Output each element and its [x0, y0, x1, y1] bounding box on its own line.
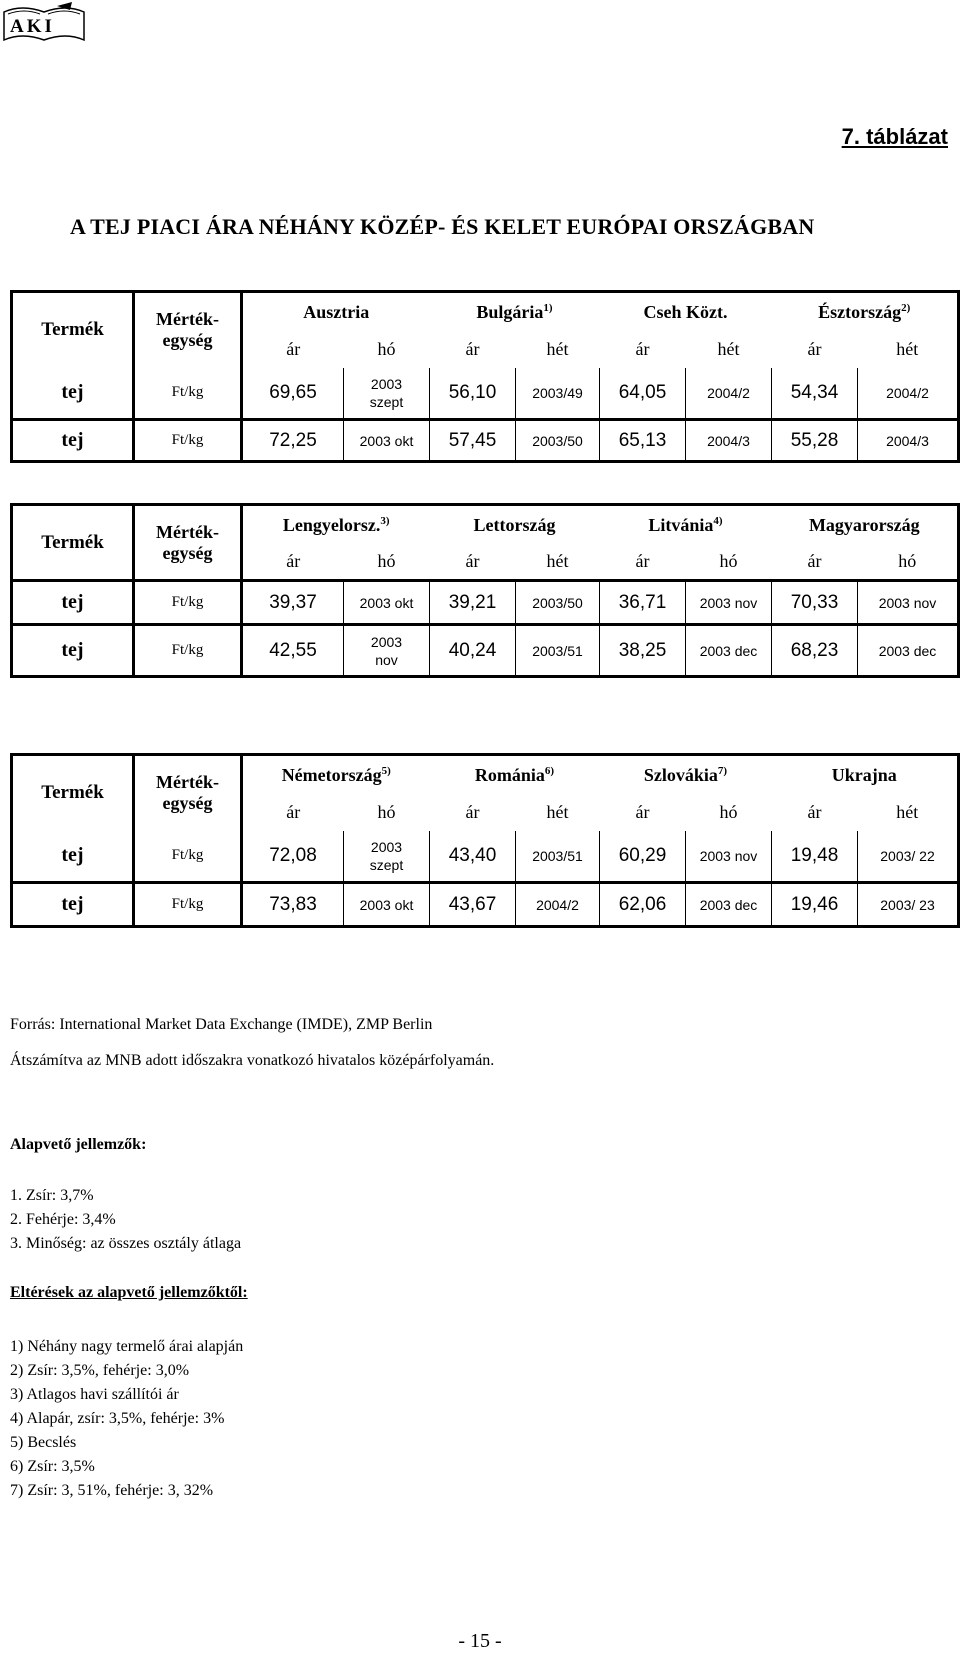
list-item: 5) Becslés — [10, 1434, 77, 1451]
page-title: A TEJ PIACI ÁRA NÉHÁNY KÖZÉP- ÉS KELET EURÓPAI ORSZÁGBAN — [70, 214, 815, 239]
subheader-cell: ár — [807, 802, 822, 822]
price-cell: 40,24 — [430, 625, 516, 677]
subheader-cell: hét — [546, 802, 569, 822]
period-cell: 2003 dec — [686, 883, 772, 927]
period-cell: 2003/50 — [516, 581, 600, 625]
footnote-ref: 3) — [380, 514, 390, 527]
basic-characteristics-title: Alapvető jellemzők: — [10, 1136, 147, 1153]
country-header — [772, 292, 959, 332]
period-cell: 2003 dec — [858, 625, 959, 677]
table-row — [12, 883, 959, 927]
period-cell: 2003 nov — [858, 581, 959, 625]
subheader-cell: hét — [546, 551, 569, 572]
table-row — [12, 420, 959, 462]
country-name: Magyarország — [808, 514, 920, 535]
country-header — [242, 292, 430, 332]
price-cell: 73,83 — [242, 883, 344, 927]
list-item: 2. Fehérje: 3,4% — [10, 1211, 116, 1228]
list-item: 1. Zsír: 3,7% — [10, 1187, 94, 1204]
period-cell: 2003 okt — [344, 883, 430, 927]
subheader-cell: ár — [807, 339, 822, 359]
period-cell: 2003/51 — [516, 625, 600, 677]
country-name: Németország — [281, 764, 382, 785]
period-line1: 2003 — [370, 838, 403, 855]
table-row — [12, 625, 959, 677]
unit-header — [134, 755, 242, 831]
unit-header — [134, 292, 242, 368]
period-cell: 2003/ 23 — [858, 883, 959, 927]
footnote-ref: 1) — [543, 301, 553, 314]
price-cell: 39,21 — [430, 581, 516, 625]
footnote-ref: 2) — [901, 301, 911, 314]
period-cell — [344, 368, 430, 420]
list-item: 3) Atlagos havi szállítói ár — [10, 1386, 179, 1403]
price-cell: 19,46 — [772, 883, 858, 927]
country-name: Észtország — [818, 301, 902, 322]
period-line2: szept — [369, 393, 404, 410]
product-cell: tej — [12, 420, 134, 462]
period-cell — [344, 831, 430, 883]
country-name: Szlovákia — [643, 764, 718, 785]
period-line2: nov — [375, 651, 398, 668]
unit-header-line1: Mérték- — [156, 309, 219, 330]
subheader-cell: ár — [465, 339, 480, 359]
country-header — [430, 505, 600, 545]
unit-header — [134, 505, 242, 581]
product-cell: tej — [12, 581, 134, 625]
period-line1: 2003 — [370, 633, 403, 650]
period-cell: 2004/2 — [516, 883, 600, 927]
country-header — [430, 755, 600, 795]
price-cell: 72,08 — [242, 831, 344, 883]
period-cell: 2003 okt — [344, 581, 430, 625]
period-cell: 2003 nov — [686, 581, 772, 625]
country-header — [242, 755, 430, 795]
unit-header-line2: egység — [162, 542, 213, 563]
price-cell: 57,45 — [430, 420, 516, 462]
subheader-cell: ár — [635, 339, 650, 359]
unit-cell: Ft/kg — [134, 831, 242, 883]
footnote-ref: 7) — [717, 764, 728, 777]
unit-header-line2: egység — [162, 330, 213, 351]
price-cell: 69,65 — [242, 368, 344, 420]
price-cell: 70,33 — [772, 581, 858, 625]
price-cell: 54,34 — [772, 368, 858, 420]
table-row — [12, 368, 959, 420]
price-cell: 36,71 — [600, 581, 686, 625]
price-cell: 68,23 — [772, 625, 858, 677]
country-header — [242, 505, 430, 545]
period-cell: 2004/2 — [686, 368, 772, 420]
country-name: Ausztria — [303, 301, 370, 322]
country-header — [600, 505, 772, 545]
list-item: 3. Minőség: az összes osztály átlaga — [10, 1235, 242, 1252]
subheader-cell: ár — [807, 551, 822, 572]
price-table-2 — [10, 503, 960, 678]
period-cell: 2003/51 — [516, 831, 600, 883]
price-table-3 — [10, 753, 960, 928]
period-cell: 2003 okt — [344, 420, 430, 462]
subheader-cell: hó — [377, 551, 396, 572]
price-cell: 72,25 — [242, 420, 344, 462]
country-header — [600, 292, 772, 332]
subheader-cell: hó — [377, 339, 396, 359]
period-cell: 2004/3 — [686, 420, 772, 462]
price-cell: 56,10 — [430, 368, 516, 420]
conversion-note: Átszámítva az MNB adott időszakra vonatkozó hivatalos középárfolyamán. — [10, 1052, 495, 1069]
source-note: Forrás: International Market Data Exchange (IMDE), ZMP Berlin — [10, 1016, 433, 1033]
period-line2: szept — [369, 856, 404, 873]
period-cell: 2004/2 — [858, 368, 959, 420]
price-cell: 39,37 — [242, 581, 344, 625]
price-cell: 65,13 — [600, 420, 686, 462]
country-name: Lettország — [473, 514, 556, 535]
product-header: Termék — [41, 531, 104, 553]
page-number: - 15 - — [458, 1630, 502, 1652]
table-row — [12, 581, 959, 625]
subheader-cell: hó — [719, 802, 738, 822]
unit-header-line1: Mérték- — [156, 521, 219, 542]
country-header — [430, 292, 600, 332]
price-cell: 38,25 — [600, 625, 686, 677]
country-name: Románia — [474, 764, 545, 785]
period-line1: 2003 — [370, 375, 403, 392]
period-cell: 2004/3 — [858, 420, 959, 462]
subheader-cell: hét — [896, 802, 919, 822]
price-cell: 43,40 — [430, 831, 516, 883]
logo-text: AKI — [10, 16, 55, 37]
unit-cell: Ft/kg — [134, 368, 242, 420]
price-cell: 42,55 — [242, 625, 344, 677]
footnote-ref: 6) — [544, 764, 555, 777]
price-cell: 19,48 — [772, 831, 858, 883]
product-cell: tej — [12, 625, 134, 677]
period-cell: 2003/50 — [516, 420, 600, 462]
list-item: 1) Néhány nagy termelő árai alapján — [10, 1338, 244, 1355]
product-cell: tej — [61, 381, 84, 404]
period-cell: 2003 nov — [686, 831, 772, 883]
aki-logo — [2, 2, 86, 46]
country-name: Bulgária — [476, 301, 544, 322]
product-cell: tej — [61, 844, 84, 867]
period-cell: 2003/49 — [516, 368, 600, 420]
product-header: Termék — [41, 782, 104, 804]
unit-header-line1: Mérték- — [156, 772, 219, 793]
country-name: Lengyelorsz. — [282, 514, 381, 535]
country-name: Litvánia — [648, 514, 714, 535]
list-item: 4) Alapár, zsír: 3,5%, fehérje: 3% — [10, 1410, 225, 1427]
subheader-cell: ár — [635, 802, 650, 822]
list-item: 2) Zsír: 3,5%, fehérje: 3,0% — [10, 1362, 190, 1379]
product-cell: tej — [12, 883, 134, 927]
country-header — [600, 755, 772, 795]
footnote-ref: 5) — [381, 764, 391, 777]
country-name: Ukrajna — [831, 764, 897, 785]
subheader-cell: ár — [465, 802, 480, 822]
subheader-cell: ár — [242, 795, 344, 831]
price-cell: 62,06 — [600, 883, 686, 927]
table-number: 7. táblázat — [841, 124, 948, 149]
subheader-cell: hét — [896, 339, 919, 359]
subheader-cell: hó — [377, 802, 396, 822]
list-item: 7) Zsír: 3, 51%, fehérje: 3, 32% — [10, 1482, 214, 1499]
country-name: Cseh Közt. — [643, 301, 728, 322]
subheader-cell: hét — [546, 339, 569, 359]
list-item: 6) Zsír: 3,5% — [10, 1458, 95, 1475]
subheader-cell: hó — [898, 551, 917, 572]
subheader-cell: ár — [465, 551, 480, 572]
country-header — [772, 755, 959, 795]
unit-cell: Ft/kg — [134, 625, 242, 677]
product-header: Termék — [41, 319, 104, 341]
unit-cell: Ft/kg — [134, 420, 242, 462]
table-row — [12, 831, 959, 883]
deviations-title: Eltérések az alapvető jellemzőktől: — [10, 1284, 248, 1301]
footnote-ref: 4) — [713, 514, 723, 527]
price-cell: 43,67 — [430, 883, 516, 927]
period-cell: 2003/ 22 — [858, 831, 959, 883]
unit-header-line2: egység — [162, 793, 213, 814]
subheader-cell: ár — [635, 551, 650, 572]
unit-cell: Ft/kg — [134, 883, 242, 927]
period-cell — [344, 625, 430, 677]
subheader-cell: ár — [242, 332, 344, 368]
subheader-cell: hét — [717, 339, 740, 359]
unit-cell: Ft/kg — [134, 581, 242, 625]
price-cell: 60,29 — [600, 831, 686, 883]
period-cell: 2003 dec — [686, 625, 772, 677]
subheader-cell: hó — [719, 551, 738, 572]
price-cell: 64,05 — [600, 368, 686, 420]
price-cell: 55,28 — [772, 420, 858, 462]
subheader-cell: ár — [242, 545, 344, 581]
price-table-1 — [10, 290, 960, 463]
country-header — [772, 505, 959, 545]
